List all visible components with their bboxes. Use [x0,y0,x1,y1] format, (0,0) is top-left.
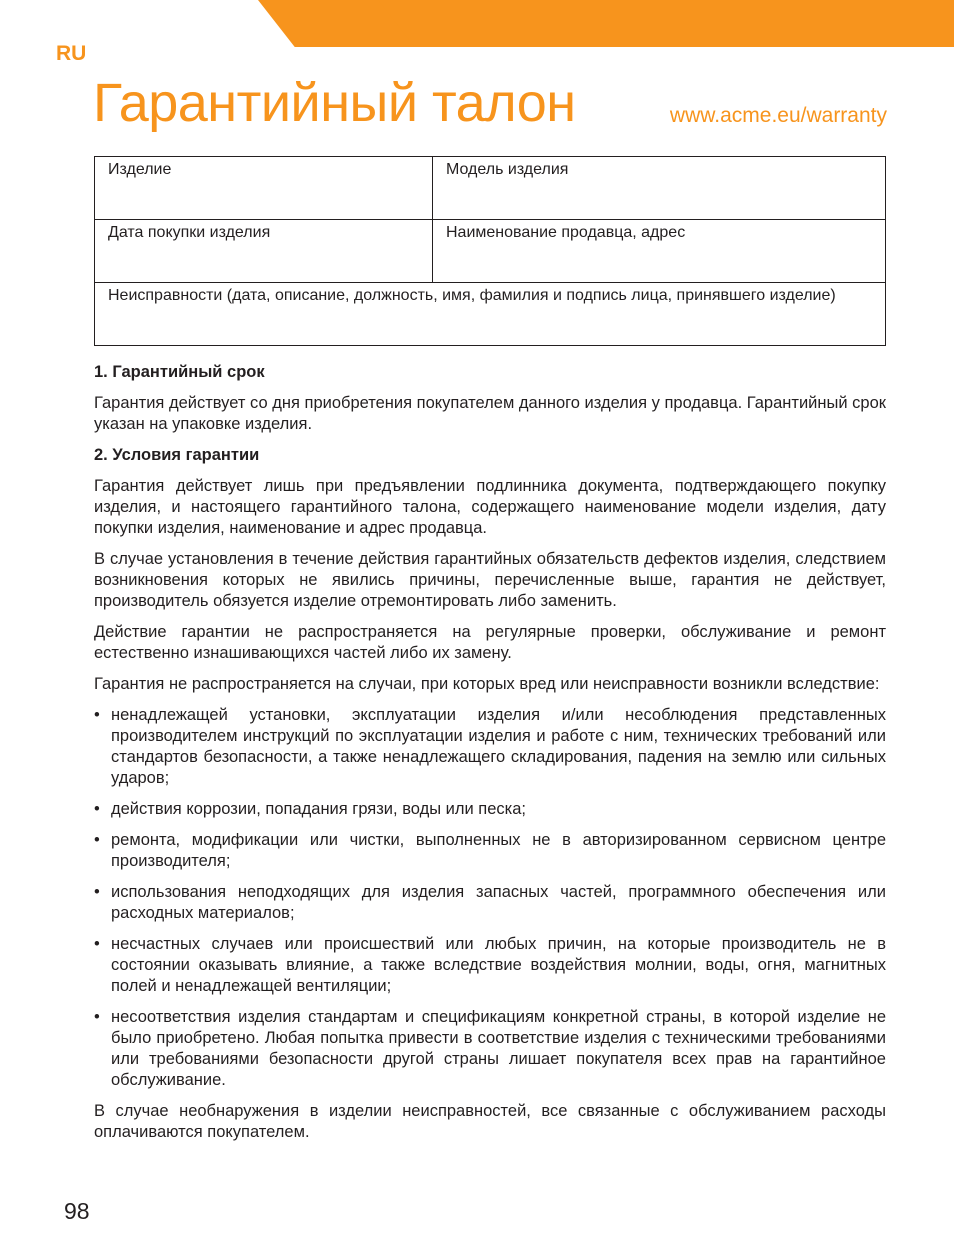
section-heading-conditions: 2. Условия гарантии [94,446,260,464]
bullet-icon: • [94,831,100,849]
bullet-icon: • [94,1008,100,1026]
conditions-paragraph-4: Гарантия не распространяется на случаи, при которых вред или неисправности возникли вследствие: [94,675,880,693]
section-heading-period: 1. Гарантийный срок [94,363,265,381]
list-item-text: ремонта, модификации или чистки, выполненных не в авторизированном сервисном центре производителя; [111,831,886,870]
warranty-terms [94,362,886,1153]
list-item [94,799,886,820]
language-label: RU [56,42,87,65]
exclusions-list [94,705,886,1091]
header-accent-bar [318,0,954,47]
list-item-text: ненадлежащей установки, эксплуатации изделия и/или несоблюдения представленных производителем инструкций по эксплуатации изделия и работе с ним, технических требований или стандартов безопасности, а также ненадлежащего складирования, падения на землю или сильных ударов; [111,706,886,787]
list-item [94,705,886,789]
product-field[interactable]: Изделие [95,157,433,220]
model-field[interactable]: Модель изделия [433,157,886,220]
bullet-icon: • [94,883,100,901]
list-item-text: несчастных случаев или происшествий или любых причин, на которые производитель не в состоянии оказывать влияние, а также вследствие воздействия молнии, воды, огня, магнитных полей и ненадлежащей вентиляции; [111,935,886,995]
purchase-date-field[interactable]: Дата покупки изделия [95,220,433,283]
conditions-paragraph-5: В случае необнаружения в изделии неисправностей, все связанные с обслуживанием расходы оплачиваются покупателем. [94,1102,886,1141]
bullet-icon: • [94,800,100,818]
page-title: Гарантийный талон [93,73,576,133]
bullet-icon: • [94,935,100,953]
bullet-icon: • [94,706,100,724]
list-item-text: несоответствия изделия стандартам и спецификациям конкретной страны, в которой изделие не было приобретено. Любая попытка привести в соответствие изделия с техническими требованиями или требованиями безопасности другой страны лишает покупателя всех прав на гарантийное обслуживание. [111,1008,886,1089]
warranty-form-table [94,156,886,346]
seller-field[interactable]: Наименование продавца, адрес [433,220,886,283]
list-item [94,934,886,997]
list-item-text: использования неподходящих для изделия запасных частей, программного обеспечения или расходных материалов; [111,883,886,922]
conditions-paragraph-1: Гарантия действует лишь при предъявлении подлинника документа, подтверждающего покупку изделия, и настоящего гарантийного талона, содержащего наименование модели изделия, дату покупки изделия, наименование и адрес продавца. [94,477,886,537]
conditions-paragraph-3: Действие гарантии не распространяется на регулярные проверки, обслуживание и ремонт естественно изнашивающихся частей либо их замену. [94,623,886,662]
list-item [94,882,886,924]
list-item [94,1007,886,1091]
warranty-url: www.acme.eu/warranty [669,104,887,127]
list-item-text: действия коррозии, попадания грязи, воды или песка; [111,800,527,818]
list-item [94,830,886,872]
section-text-period: Гарантия действует со дня приобретения покупателем данного изделия у продавца. Гарантийный срок указан на упаковке изделия. [94,394,886,433]
page-number: 98 [64,1198,90,1224]
defects-field[interactable]: Неисправности (дата, описание, должность, имя, фамилия и подпись лица, принявшего изделие) [95,283,886,346]
conditions-paragraph-2: В случае установления в течение действия гарантийных обязательств дефектов изделия, следствием возникновения которых не явились причины, перечисленные выше, гарантия не действует, производитель обязуется изделие отремонтировать либо заменить. [94,550,886,610]
